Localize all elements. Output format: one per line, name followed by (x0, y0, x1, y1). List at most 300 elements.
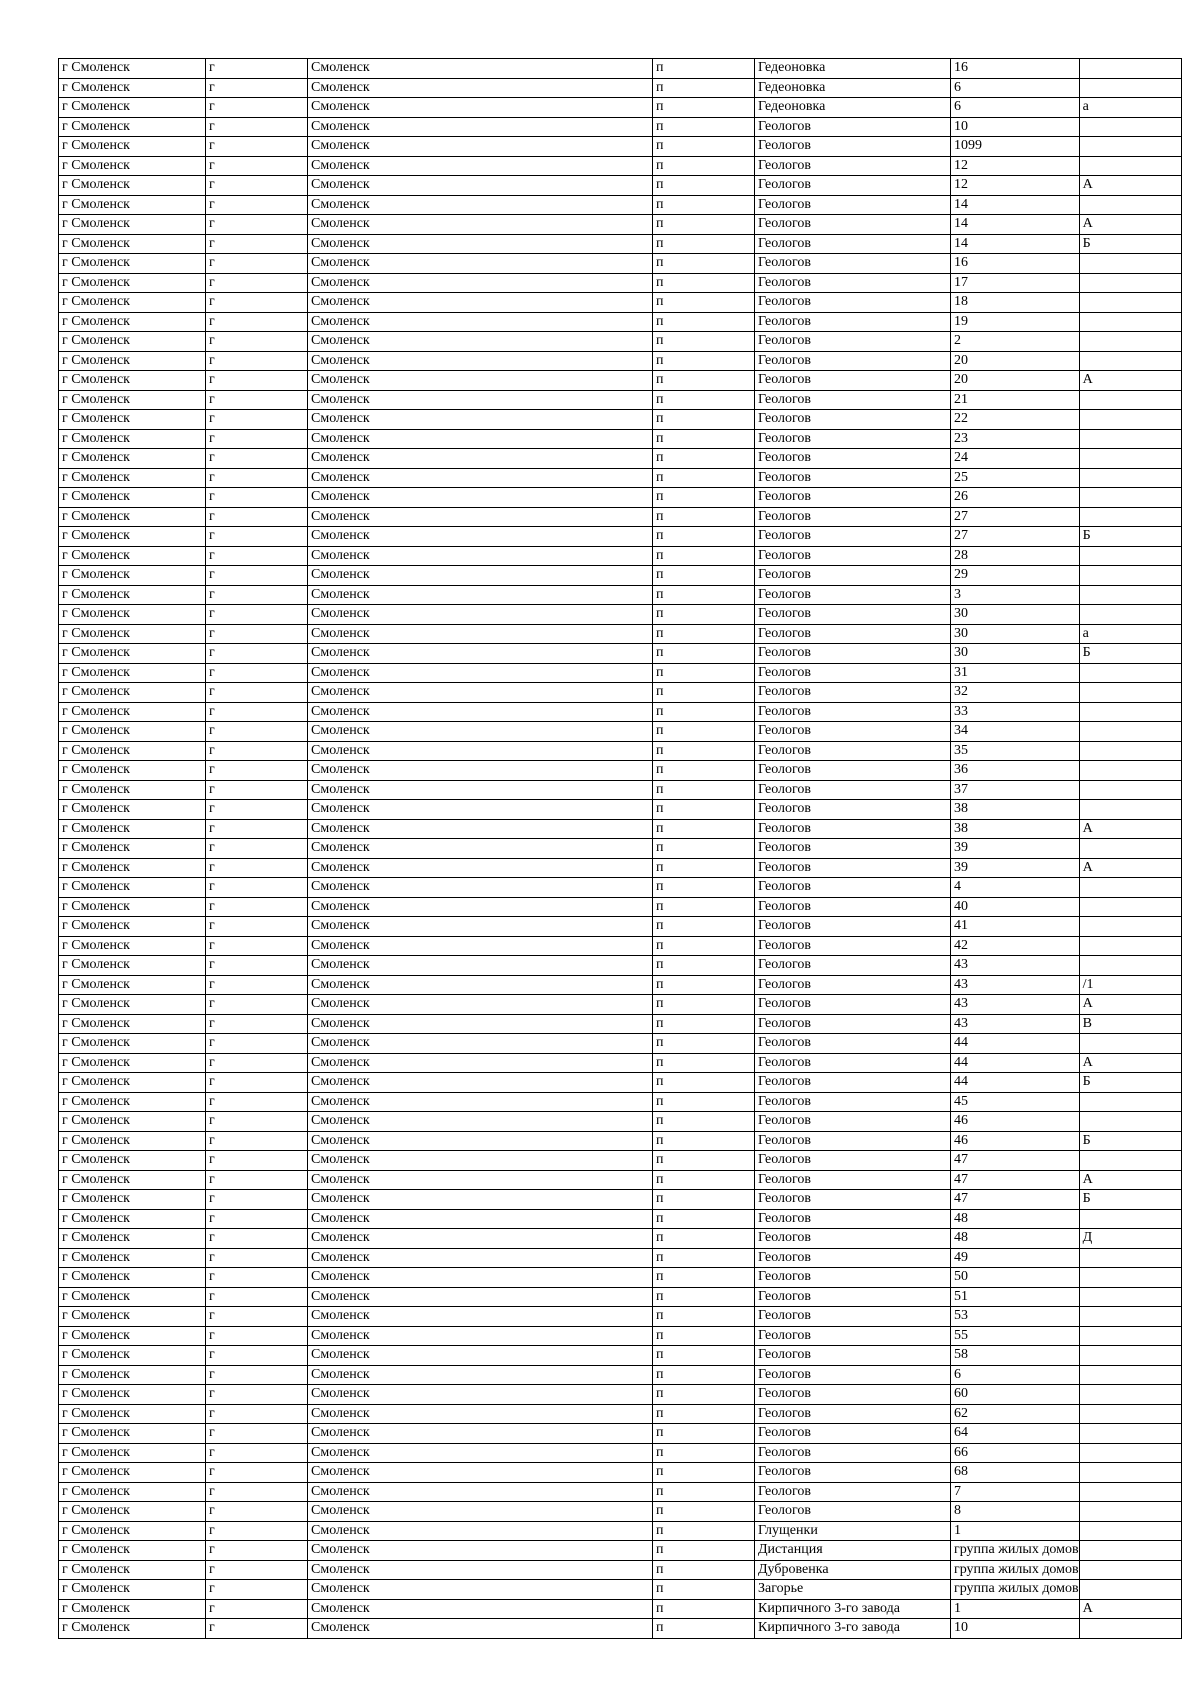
city-type-cell: г (206, 117, 308, 137)
locality-type-cell: п (653, 702, 755, 722)
locality-type-cell: п (653, 1307, 755, 1327)
building-cell (1079, 1619, 1181, 1639)
region-cell: г Смоленск (59, 1073, 206, 1093)
city-cell: Смоленск (308, 429, 653, 449)
locality-type-cell: п (653, 1112, 755, 1132)
city-cell: Смоленск (308, 1287, 653, 1307)
building-cell (1079, 1560, 1181, 1580)
table-row (59, 1521, 1182, 1541)
building-cell: А (1079, 1053, 1181, 1073)
table-row (59, 1326, 1182, 1346)
locality-type-cell: п (653, 429, 755, 449)
house-cell: 43 (951, 1014, 1080, 1034)
table-row (59, 722, 1182, 742)
street-cell: Геологов (755, 410, 951, 430)
street-cell: Геологов (755, 1112, 951, 1132)
region-cell: г Смоленск (59, 1190, 206, 1210)
street-cell: Дубровенка (755, 1560, 951, 1580)
city-cell: Смоленск (308, 1014, 653, 1034)
city-type-cell: г (206, 546, 308, 566)
city-type-cell: г (206, 1092, 308, 1112)
city-type-cell: г (206, 1112, 308, 1132)
table-row (59, 819, 1182, 839)
building-cell (1079, 663, 1181, 683)
region-cell: г Смоленск (59, 858, 206, 878)
street-cell: Геологов (755, 195, 951, 215)
locality-type-cell: п (653, 800, 755, 820)
house-cell: 44 (951, 1034, 1080, 1054)
building-cell (1079, 1463, 1181, 1483)
locality-type-cell: п (653, 410, 755, 430)
building-cell (1079, 1092, 1181, 1112)
table-row (59, 1112, 1182, 1132)
locality-type-cell: п (653, 1014, 755, 1034)
building-cell (1079, 722, 1181, 742)
locality-type-cell: п (653, 98, 755, 118)
city-type-cell: г (206, 1307, 308, 1327)
street-cell: Геологов (755, 644, 951, 664)
street-cell: Геологов (755, 1385, 951, 1405)
city-cell: Смоленск (308, 1034, 653, 1054)
street-cell: Геологов (755, 332, 951, 352)
city-cell: Смоленск (308, 585, 653, 605)
street-cell: Геологов (755, 1268, 951, 1288)
region-cell: г Смоленск (59, 546, 206, 566)
city-type-cell: г (206, 1326, 308, 1346)
locality-type-cell: п (653, 1541, 755, 1561)
region-cell: г Смоленск (59, 351, 206, 371)
city-cell: Смоленск (308, 858, 653, 878)
city-cell: Смоленск (308, 176, 653, 196)
city-cell: Смоленск (308, 1151, 653, 1171)
region-cell: г Смоленск (59, 156, 206, 176)
building-cell (1079, 59, 1181, 79)
region-cell: г Смоленск (59, 878, 206, 898)
city-cell: Смоленск (308, 1248, 653, 1268)
building-cell: А (1079, 371, 1181, 391)
house-cell: 10 (951, 1619, 1080, 1639)
region-cell: г Смоленск (59, 1443, 206, 1463)
city-type-cell: г (206, 1034, 308, 1054)
table-row (59, 546, 1182, 566)
street-cell: Геологов (755, 702, 951, 722)
building-cell: А (1079, 176, 1181, 196)
street-cell: Геологов (755, 1424, 951, 1444)
house-cell: 25 (951, 468, 1080, 488)
region-cell: г Смоленск (59, 1151, 206, 1171)
region-cell: г Смоленск (59, 1053, 206, 1073)
table-row (59, 1619, 1182, 1639)
city-type-cell: г (206, 410, 308, 430)
city-cell: Смоленск (308, 312, 653, 332)
table-row (59, 293, 1182, 313)
locality-type-cell: п (653, 1034, 755, 1054)
city-cell: Смоленск (308, 741, 653, 761)
city-cell: Смоленск (308, 1053, 653, 1073)
table-row (59, 702, 1182, 722)
table-row (59, 1229, 1182, 1249)
region-cell: г Смоленск (59, 1580, 206, 1600)
city-type-cell: г (206, 488, 308, 508)
region-cell: г Смоленск (59, 761, 206, 781)
region-cell: г Смоленск (59, 800, 206, 820)
region-cell: г Смоленск (59, 1619, 206, 1639)
building-cell: Б (1079, 1131, 1181, 1151)
building-cell (1079, 449, 1181, 469)
building-cell (1079, 312, 1181, 332)
locality-type-cell: п (653, 254, 755, 274)
street-cell: Геологов (755, 312, 951, 332)
city-type-cell: г (206, 1248, 308, 1268)
house-cell: 39 (951, 858, 1080, 878)
locality-type-cell: п (653, 1521, 755, 1541)
city-type-cell: г (206, 1443, 308, 1463)
region-cell: г Смоленск (59, 566, 206, 586)
building-cell (1079, 429, 1181, 449)
locality-type-cell: п (653, 566, 755, 586)
building-cell (1079, 1521, 1181, 1541)
locality-type-cell: п (653, 858, 755, 878)
table-row (59, 956, 1182, 976)
house-cell: 39 (951, 839, 1080, 859)
street-cell: Геологов (755, 1073, 951, 1093)
table-row (59, 195, 1182, 215)
city-cell: Смоленск (308, 683, 653, 703)
region-cell: г Смоленск (59, 1248, 206, 1268)
street-cell: Геологов (755, 234, 951, 254)
building-cell (1079, 917, 1181, 937)
house-cell: 38 (951, 819, 1080, 839)
city-type-cell: г (206, 468, 308, 488)
city-type-cell: г (206, 1482, 308, 1502)
city-cell: Смоленск (308, 1209, 653, 1229)
table-row (59, 234, 1182, 254)
city-cell: Смоленск (308, 956, 653, 976)
street-cell: Геологов (755, 1190, 951, 1210)
region-cell: г Смоленск (59, 332, 206, 352)
locality-type-cell: п (653, 137, 755, 157)
city-type-cell: г (206, 429, 308, 449)
city-type-cell: г (206, 878, 308, 898)
building-cell (1079, 1209, 1181, 1229)
house-cell: 27 (951, 507, 1080, 527)
region-cell: г Смоленск (59, 1229, 206, 1249)
house-cell: 30 (951, 644, 1080, 664)
city-cell: Смоленск (308, 156, 653, 176)
house-cell: 22 (951, 410, 1080, 430)
house-cell: 8 (951, 1502, 1080, 1522)
locality-type-cell: п (653, 176, 755, 196)
street-cell: Геологов (755, 1248, 951, 1268)
locality-type-cell: п (653, 1560, 755, 1580)
house-cell: 7 (951, 1482, 1080, 1502)
city-type-cell: г (206, 371, 308, 391)
region-cell: г Смоленск (59, 780, 206, 800)
building-cell: А (1079, 1599, 1181, 1619)
city-cell: Смоленск (308, 1502, 653, 1522)
city-cell: Смоленск (308, 819, 653, 839)
table-row (59, 683, 1182, 703)
street-cell: Геологов (755, 761, 951, 781)
house-cell: 30 (951, 605, 1080, 625)
table-row (59, 312, 1182, 332)
street-cell: Геологов (755, 1053, 951, 1073)
house-cell: 14 (951, 234, 1080, 254)
house-cell: 38 (951, 800, 1080, 820)
city-cell: Смоленск (308, 1170, 653, 1190)
city-cell: Смоленск (308, 936, 653, 956)
street-cell: Геологов (755, 780, 951, 800)
locality-type-cell: п (653, 605, 755, 625)
locality-type-cell: п (653, 839, 755, 859)
locality-type-cell: п (653, 1229, 755, 1249)
house-cell: 40 (951, 897, 1080, 917)
region-cell: г Смоленск (59, 897, 206, 917)
house-cell: 47 (951, 1190, 1080, 1210)
city-type-cell: г (206, 741, 308, 761)
region-cell: г Смоленск (59, 1346, 206, 1366)
city-cell: Смоленск (308, 702, 653, 722)
region-cell: г Смоленск (59, 839, 206, 859)
locality-type-cell: п (653, 897, 755, 917)
locality-type-cell: п (653, 1619, 755, 1639)
city-cell: Смоленск (308, 234, 653, 254)
house-cell: 48 (951, 1209, 1080, 1229)
building-cell (1079, 1580, 1181, 1600)
city-type-cell: г (206, 800, 308, 820)
city-type-cell: г (206, 917, 308, 937)
locality-type-cell: п (653, 546, 755, 566)
table-row (59, 1131, 1182, 1151)
city-cell: Смоленск (308, 897, 653, 917)
city-type-cell: г (206, 1365, 308, 1385)
house-cell: группа жилых домов (951, 1560, 1080, 1580)
building-cell (1079, 410, 1181, 430)
street-cell: Геологов (755, 839, 951, 859)
building-cell (1079, 137, 1181, 157)
locality-type-cell: п (653, 293, 755, 313)
region-cell: г Смоленск (59, 195, 206, 215)
table-row (59, 488, 1182, 508)
region-cell: г Смоленск (59, 1268, 206, 1288)
building-cell (1079, 78, 1181, 98)
house-cell: 28 (951, 546, 1080, 566)
address-table (58, 58, 1182, 1639)
table-row (59, 1502, 1182, 1522)
building-cell (1079, 780, 1181, 800)
street-cell: Геологов (755, 1326, 951, 1346)
table-row (59, 761, 1182, 781)
locality-type-cell: п (653, 1287, 755, 1307)
street-cell: Геологов (755, 273, 951, 293)
region-cell: г Смоленск (59, 1307, 206, 1327)
city-cell: Смоленск (308, 1599, 653, 1619)
house-cell: 41 (951, 917, 1080, 937)
table-row (59, 1307, 1182, 1327)
city-type-cell: г (206, 722, 308, 742)
region-cell: г Смоленск (59, 273, 206, 293)
table-row (59, 995, 1182, 1015)
locality-type-cell: п (653, 644, 755, 664)
house-cell: 30 (951, 624, 1080, 644)
street-cell: Геологов (755, 1482, 951, 1502)
street-cell: Геологов (755, 1131, 951, 1151)
city-type-cell: г (206, 761, 308, 781)
locality-type-cell: п (653, 78, 755, 98)
locality-type-cell: п (653, 1502, 755, 1522)
city-type-cell: г (206, 59, 308, 79)
city-cell: Смоленск (308, 390, 653, 410)
city-type-cell: г (206, 273, 308, 293)
house-cell: 20 (951, 371, 1080, 391)
street-cell: Дистанция (755, 1541, 951, 1561)
locality-type-cell: п (653, 585, 755, 605)
city-type-cell: г (206, 683, 308, 703)
building-cell (1079, 390, 1181, 410)
street-cell: Геологов (755, 1502, 951, 1522)
building-cell (1079, 273, 1181, 293)
region-cell: г Смоленск (59, 1385, 206, 1405)
table-row (59, 332, 1182, 352)
building-cell: /1 (1079, 975, 1181, 995)
locality-type-cell: п (653, 371, 755, 391)
city-type-cell: г (206, 1560, 308, 1580)
city-cell: Смоленск (308, 663, 653, 683)
building-cell: А (1079, 215, 1181, 235)
locality-type-cell: п (653, 449, 755, 469)
house-cell: 12 (951, 176, 1080, 196)
locality-type-cell: п (653, 1053, 755, 1073)
table-row (59, 156, 1182, 176)
house-cell: 47 (951, 1151, 1080, 1171)
city-type-cell: г (206, 644, 308, 664)
street-cell: Геологов (755, 975, 951, 995)
locality-type-cell: п (653, 1443, 755, 1463)
locality-type-cell: п (653, 663, 755, 683)
table-row (59, 1404, 1182, 1424)
city-cell: Смоленск (308, 215, 653, 235)
city-type-cell: г (206, 585, 308, 605)
city-cell: Смоленск (308, 1580, 653, 1600)
locality-type-cell: п (653, 195, 755, 215)
region-cell: г Смоленск (59, 468, 206, 488)
city-type-cell: г (206, 1502, 308, 1522)
city-cell: Смоленск (308, 1521, 653, 1541)
city-type-cell: г (206, 975, 308, 995)
house-cell: 44 (951, 1053, 1080, 1073)
region-cell: г Смоленск (59, 1521, 206, 1541)
house-cell: 49 (951, 1248, 1080, 1268)
house-cell: 33 (951, 702, 1080, 722)
building-cell: а (1079, 98, 1181, 118)
building-cell (1079, 293, 1181, 313)
city-cell: Смоленск (308, 1112, 653, 1132)
building-cell (1079, 1287, 1181, 1307)
region-cell: г Смоленск (59, 78, 206, 98)
street-cell: Геологов (755, 897, 951, 917)
city-cell: Смоленск (308, 566, 653, 586)
house-cell: 43 (951, 995, 1080, 1015)
city-type-cell: г (206, 195, 308, 215)
street-cell: Геологов (755, 956, 951, 976)
house-cell: 44 (951, 1073, 1080, 1093)
building-cell (1079, 1346, 1181, 1366)
locality-type-cell: п (653, 819, 755, 839)
city-cell: Смоленск (308, 1365, 653, 1385)
locality-type-cell: п (653, 1248, 755, 1268)
region-cell: г Смоленск (59, 1131, 206, 1151)
locality-type-cell: п (653, 1268, 755, 1288)
table-row (59, 1385, 1182, 1405)
region-cell: г Смоленск (59, 390, 206, 410)
table-row (59, 1170, 1182, 1190)
street-cell: Геологов (755, 800, 951, 820)
house-cell: 43 (951, 975, 1080, 995)
region-cell: г Смоленск (59, 1463, 206, 1483)
region-cell: г Смоленск (59, 683, 206, 703)
city-type-cell: г (206, 566, 308, 586)
table-row (59, 1580, 1182, 1600)
city-type-cell: г (206, 858, 308, 878)
house-cell: 14 (951, 195, 1080, 215)
street-cell: Геологов (755, 1034, 951, 1054)
region-cell: г Смоленск (59, 371, 206, 391)
street-cell: Геологов (755, 917, 951, 937)
table-row (59, 1190, 1182, 1210)
region-cell: г Смоленск (59, 1112, 206, 1132)
locality-type-cell: п (653, 507, 755, 527)
city-type-cell: г (206, 351, 308, 371)
street-cell: Геологов (755, 390, 951, 410)
building-cell: Д (1079, 1229, 1181, 1249)
region-cell: г Смоленск (59, 1092, 206, 1112)
city-cell: Смоленск (308, 995, 653, 1015)
street-cell: Кирпичного 3-го завода (755, 1619, 951, 1639)
city-type-cell: г (206, 215, 308, 235)
table-row (59, 741, 1182, 761)
table-row (59, 878, 1182, 898)
city-type-cell: г (206, 1131, 308, 1151)
region-cell: г Смоленск (59, 254, 206, 274)
city-type-cell: г (206, 897, 308, 917)
house-cell: группа жилых домов (951, 1580, 1080, 1600)
table-row (59, 1463, 1182, 1483)
street-cell: Геологов (755, 878, 951, 898)
city-cell: Смоленск (308, 1404, 653, 1424)
street-cell: Геологов (755, 722, 951, 742)
table-row (59, 1346, 1182, 1366)
region-cell: г Смоленск (59, 644, 206, 664)
house-cell: 36 (951, 761, 1080, 781)
region-cell: г Смоленск (59, 819, 206, 839)
street-cell: Геологов (755, 683, 951, 703)
building-cell (1079, 1268, 1181, 1288)
house-cell: 16 (951, 254, 1080, 274)
region-cell: г Смоленск (59, 98, 206, 118)
house-cell: 37 (951, 780, 1080, 800)
city-cell: Смоленск (308, 468, 653, 488)
street-cell: Загорье (755, 1580, 951, 1600)
house-cell: 55 (951, 1326, 1080, 1346)
city-cell: Смоленск (308, 839, 653, 859)
house-cell: 42 (951, 936, 1080, 956)
street-cell: Геологов (755, 1170, 951, 1190)
locality-type-cell: п (653, 59, 755, 79)
table-row (59, 1482, 1182, 1502)
city-cell: Смоленск (308, 546, 653, 566)
region-cell: г Смоленск (59, 312, 206, 332)
city-type-cell: г (206, 1151, 308, 1171)
